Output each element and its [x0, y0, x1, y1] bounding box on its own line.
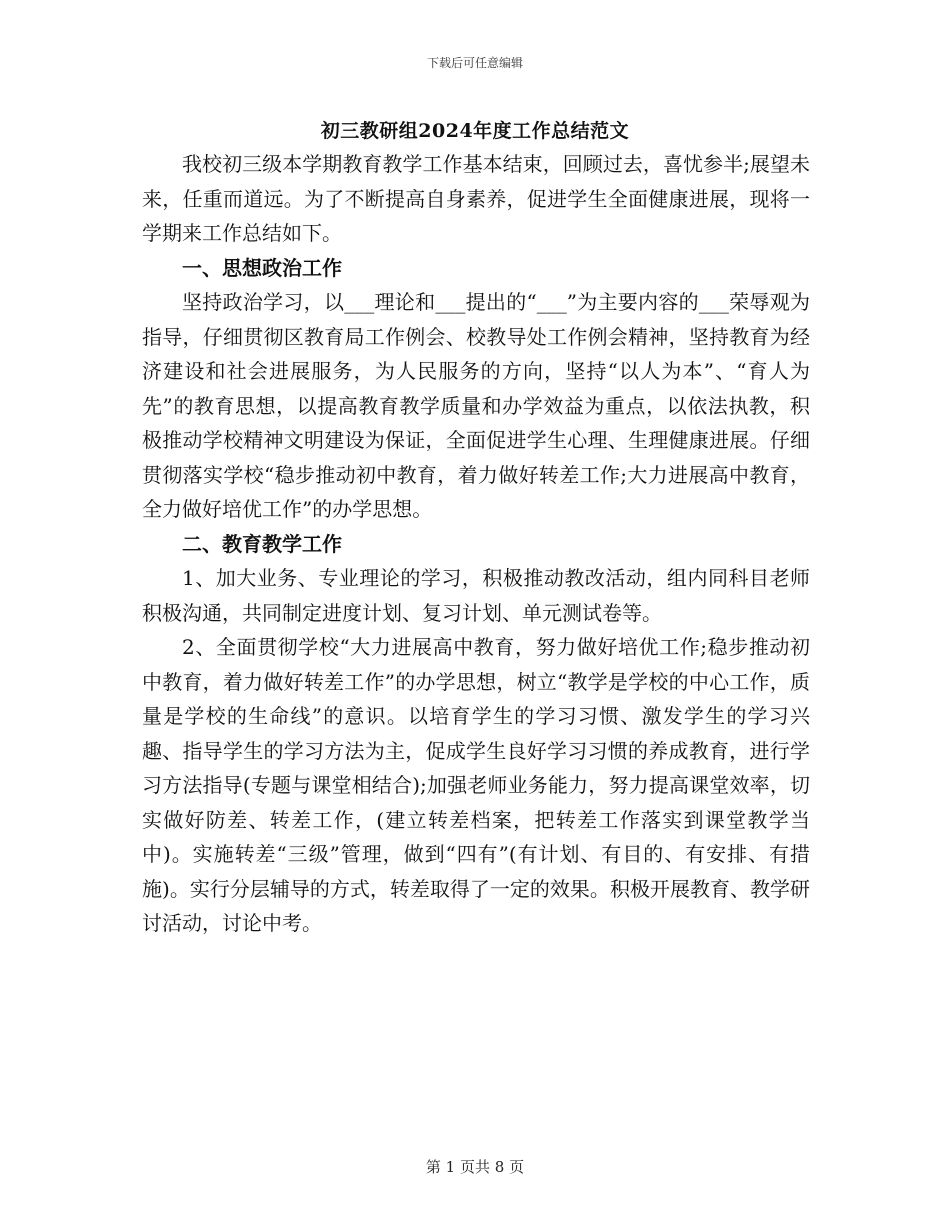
section-paragraph-political: 坚持政治学习，以___理论和___提出的“___”为主要内容的___荣辱观为指导，仔细贯彻区教育局工作例会、校教导处工作例会精神，坚持教育为经济建设和社会进展服务，为人民服务的方向，坚持“以人为本”、“育人为先”的教育思想，以提高教育教学质量和办学效益为重点，以依法执教，积极推动学校精神文明建设为保证，全面促进学生心理、生理健康进展。仔细贯彻落实学校“稳步推动初中教育，着力做好转差工作;大力进展高中教育，全力做好培优工作”的办学思想。: [142, 290, 810, 521]
teaching-item-1: 1、加大业务、专业理论的学习，积极推动教改活动，组内同科目老师积极沟通，共同制定进度计划、复习计划、单元测试卷等。: [142, 566, 810, 625]
intro-paragraph: 我校初三级本学期教育教学工作基本结束，回顾过去，喜忧参半;展望未来，任重而道远。为了不断提高自身素养，促进学生全面健康进展，现将一学期来工作总结如下。: [142, 152, 810, 245]
document-title: 初三教研组2024年度工作总结范文: [320, 120, 630, 142]
page-number: 第 1 页共 8 页: [425, 1158, 525, 1176]
teaching-item-2: 2、全面贯彻学校“大力进展高中教育，努力做好培优工作;稳步推动初中教育，着力做好转差工作”的办学思想，树立“教学是学校的中心工作，质量是学校的生命线”的意识。以培育学生的学习习惯、激发学生的学习兴趣、指导学生的学习方法为主，促成学生良好学习习惯的养成教育，进行学习方法指导(专题与课堂相结合);加强老师业务能力，努力提高课堂效率，切实做好防差、转差工作，(建立转差档案，把转差工作落实到课堂教学当中)。实施转差“三级”管理，做到“四有”(有计划、有目的、有安排、有措施)。实行分层辅导的方式，转差取得了一定的效果。积极开展教育、教学研讨活动，讨论中考。: [142, 635, 810, 935]
document-body: [142, 147, 810, 941]
section-heading-political: 一、思想政治工作: [182, 255, 342, 280]
section-heading-teaching: 二、教育教学工作: [182, 531, 342, 556]
page-header-note: 下载后可任意编辑: [426, 56, 523, 70]
